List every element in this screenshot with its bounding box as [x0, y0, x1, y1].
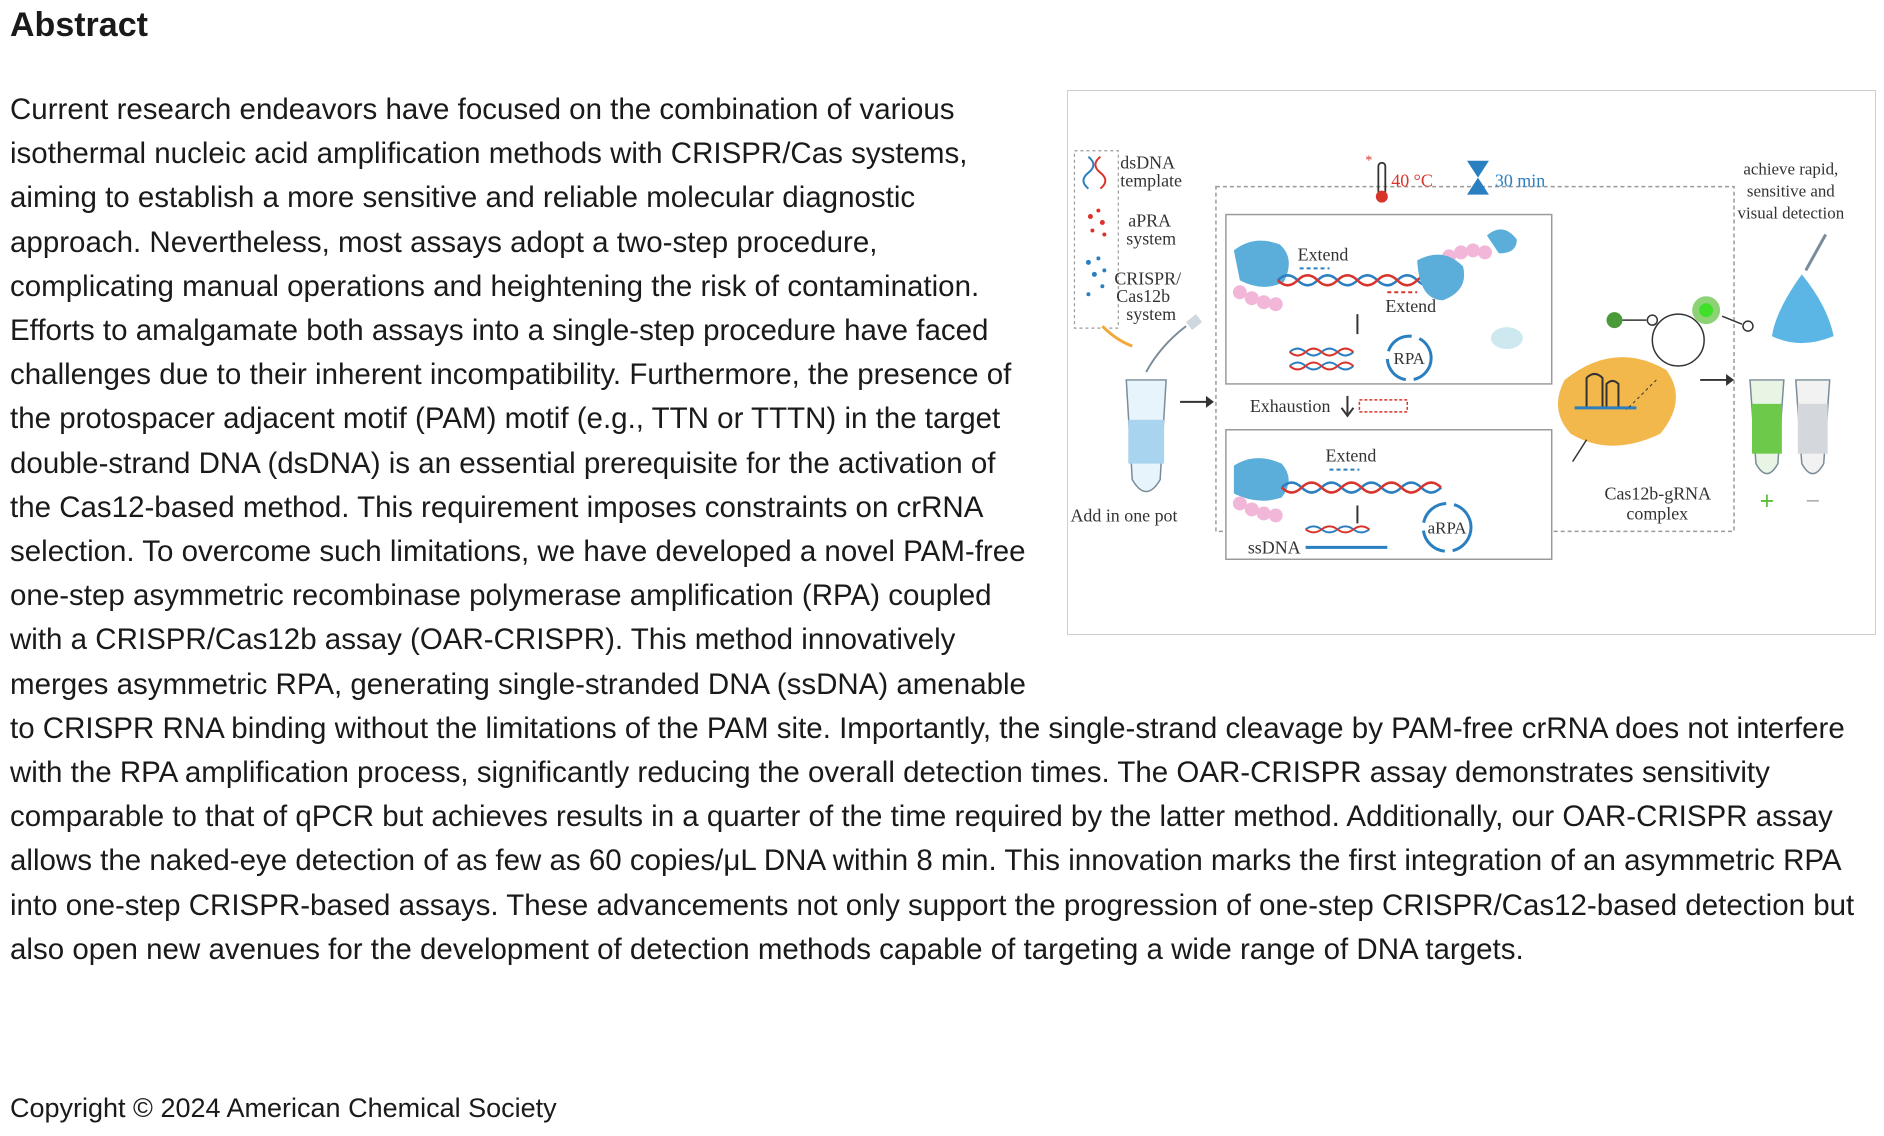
arpa-label: aRPA	[1427, 518, 1467, 538]
extend-label-top-1: Extend	[1297, 244, 1349, 265]
legend-apra-label-1: aPRA	[1128, 210, 1172, 231]
ssdna-label: ssDNA	[1247, 537, 1301, 558]
outcome-label-3: visual detection	[1737, 203, 1845, 223]
extend-label-bottom: Extend	[1325, 445, 1377, 466]
abstract-text: Current research endeavors have focused on the combination of various isothermal nucleic acid amplification methods with CRISPR/Cas systems, aiming to establish a more sensitive and reliable molecular diagnostic approach. Nevertheless, most assays adopt a two-step procedure, complicating manual operations and heightening the risk of contamination. Efforts to amalgamate both assays into a single-step procedure have faced challenges due to their inherent incompatibility. Furthermore, the presence of the protospacer adjacent motif (PAM) motif (e.g., TTN or TTTN) in the target double-strand DNA (dsDNA) is an essential prerequisite for the activation of the Cas12-based method. This requirement imposes constraints on crRNA selection. To overcome such limitations, we have developed a novel PAM-free one-step asymmetric recombinase polymerase amplification (RPA) coupled with a CRISPR/Cas12b assay (OAR-CRISPR). This method innovatively merges asymmetric RPA, generating single-stranded DNA (ssDNA) amenable to CRISPR RNA binding without the limitations of the PAM site. Importantly, the single-strand cleavage by PAM-free crRNA does not interfere with the RPA amplification process, significantly reducing the overall detection times. The OAR-CRISPR assay demonstrates sensitivity comparable to that of qPCR but achieves results in a quarter of the time required by the latter method. Additionally, our OAR-CRISPR assay allows the naked-eye detection of as few as 60 copies/μL DNA within 8 min. This innovation marks the first integration of an asymmetric RPA into one-step CRISPR-based assays. These advancements not only support the progression of one-step CRISPR/Cas12-based detection but also open new avenues for the development of detection methods capable of targeting a wide range of DNA targets.	[10, 93, 1855, 966]
complex-label-2: complex	[1626, 503, 1689, 524]
copyright-notice: Copyright © 2024 American Chemical Society	[10, 1093, 557, 1123]
rpa-label: RPA	[1393, 348, 1425, 368]
complex-label-1: Cas12b-gRNA	[1604, 483, 1712, 504]
time-label: 30 min	[1494, 170, 1546, 191]
legend-dsdna-label-1: dsDNA	[1120, 152, 1176, 173]
exhaustion-label: Exhaustion	[1249, 395, 1331, 416]
polymerase-icon-left	[1234, 241, 1289, 287]
extend-label-top-2: Extend	[1385, 296, 1437, 317]
uv-light-icon	[1772, 234, 1834, 343]
legend-dsdna-label-2: template	[1120, 170, 1182, 191]
add-in-one-pot-label: Add in one pot	[1070, 505, 1178, 526]
complex-arrow	[1573, 440, 1587, 462]
graphical-abstract-figure	[1067, 90, 1876, 635]
legend-crispr-label-1: CRISPR/	[1114, 268, 1182, 289]
dsdna-icon	[1083, 157, 1105, 189]
legend-frame	[1074, 151, 1118, 328]
legend-crispr-label-3: system	[1126, 304, 1177, 325]
positive-sign: +	[1759, 486, 1775, 516]
complex-zoom-icon	[1652, 314, 1704, 366]
cas12b-complex-icon	[1558, 357, 1676, 446]
legend-apra-label-2: system	[1126, 228, 1177, 249]
temperature-label: 40 °C	[1391, 170, 1433, 191]
thermometer-icon	[1365, 154, 1387, 203]
hourglass-icon	[1467, 161, 1489, 195]
crispr-system-icon	[1086, 256, 1106, 296]
apra-system-icon	[1088, 209, 1106, 237]
arrow-head-to-reaction	[1206, 396, 1214, 408]
outcome-label-1: achieve rapid,	[1743, 159, 1839, 179]
legend-crispr-label-2: Cas12b	[1116, 286, 1171, 307]
graphical-abstract-svg	[1068, 91, 1875, 634]
negative-tube-icon	[1796, 380, 1830, 474]
negative-sign: −	[1805, 486, 1821, 516]
arrow-head-to-results	[1726, 374, 1734, 386]
svg-text:*: *	[1365, 153, 1373, 169]
exhaustion-arrow-icon	[1341, 396, 1407, 416]
outcome-label-2: sensitive and	[1746, 181, 1835, 201]
positive-tube-icon	[1750, 380, 1784, 474]
section-heading: Abstract	[10, 6, 148, 44]
